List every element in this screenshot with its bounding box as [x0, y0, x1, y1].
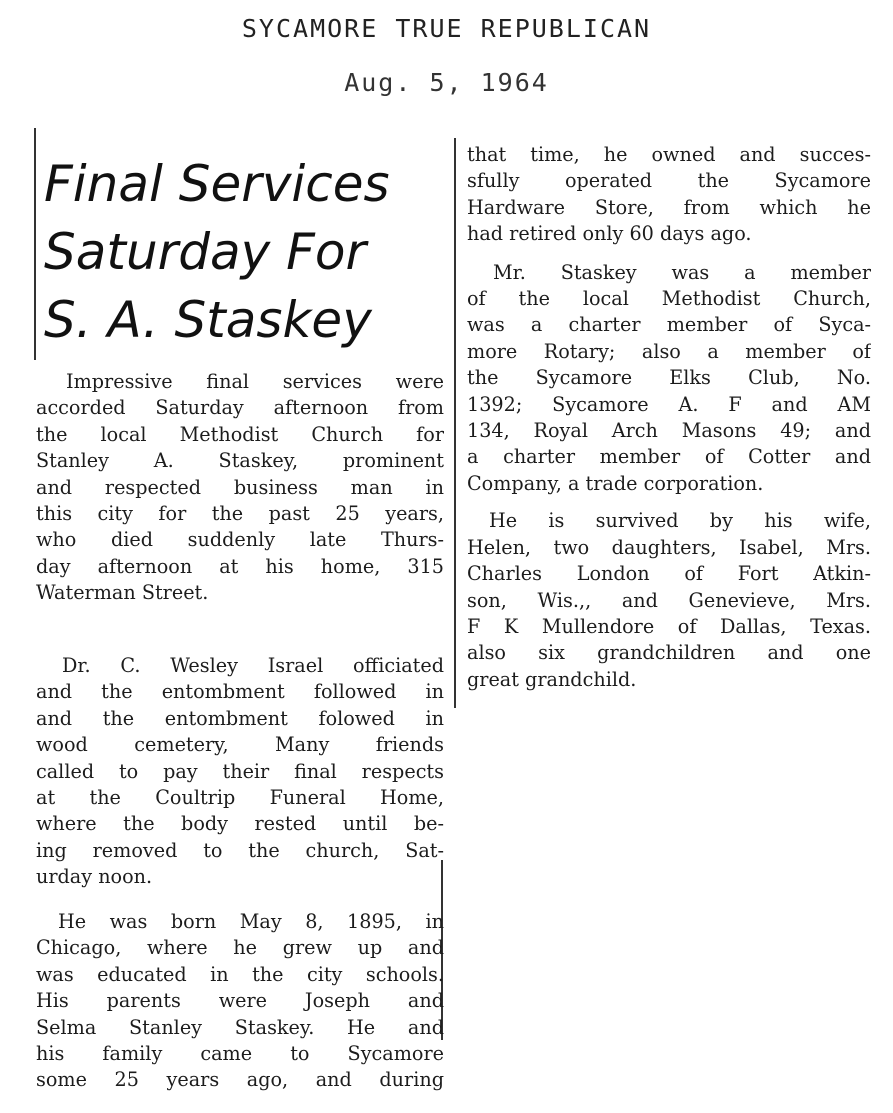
- text-line: He is survived by his wife,: [489, 509, 871, 533]
- text-line: 134, Royal Arch Masons 49; and: [467, 419, 871, 443]
- text-line: Charles London of Fort Atkin-: [467, 562, 871, 586]
- column-right: [467, 142, 871, 693]
- text-line: who died suddenly late Thurs-: [36, 528, 444, 552]
- text-line: had retired only 60 days ago.: [467, 222, 752, 246]
- newspaper-name: SYCAMORE TRUE REPUBLICAN: [241, 14, 652, 43]
- paragraph-entombment: [36, 653, 444, 891]
- text-line: urday noon.: [36, 865, 153, 889]
- text-line: great grandchild.: [467, 667, 637, 691]
- text-line: that time, he owned and succes-: [467, 143, 871, 166]
- headline-line: Final Services: [44, 155, 390, 213]
- text-line: sfully operated the Sycamore: [467, 169, 871, 193]
- text-line: some 25 years ago, and during: [36, 1068, 444, 1092]
- paragraph-hardware-store: [467, 142, 871, 248]
- text-line: accorded Saturday afternoon from: [36, 396, 444, 420]
- text-line: Chicago, where he grew up and: [36, 936, 444, 960]
- text-line: and the entombment folowed in: [36, 706, 444, 730]
- text-line: a charter member of Cotter and: [467, 445, 871, 469]
- text-line: the Sycamore Elks Club, No.: [467, 366, 871, 390]
- text-line: more Rotary; also a member of: [467, 339, 871, 363]
- text-line: day afternoon at his home, 315: [36, 554, 444, 578]
- text-line: son, Wis.,, and Genevieve, Mrs.: [467, 588, 871, 612]
- text-line: Dr. C. Wesley Israel officiated: [62, 654, 444, 677]
- text-line: He was born May 8, 1895, in: [58, 910, 444, 933]
- text-line: the local Methodist Church for: [36, 422, 444, 446]
- text-line: 1392; Sycamore A. F and AM: [467, 392, 871, 416]
- text-line: Impressive final services were: [66, 370, 444, 393]
- text-line: of the local Methodist Church,: [467, 287, 871, 311]
- text-line: at the Coultrip Funeral Home,: [36, 786, 444, 810]
- text-line: wood cemetery, Many friends: [36, 733, 444, 757]
- text-line: and respected business man in: [36, 475, 444, 499]
- headline-line: Saturday For: [44, 223, 366, 281]
- text-line: was a charter member of Syca-: [467, 313, 871, 337]
- text-line: Mr. Staskey was a member: [493, 260, 871, 284]
- paragraph-survivors: [467, 508, 871, 693]
- text-line: ing removed to the church, Sat-: [36, 838, 444, 862]
- column-rule-middle: [454, 138, 456, 708]
- publication-date: Aug. 5, 1964: [344, 68, 549, 97]
- text-line: Waterman Street.: [36, 581, 209, 605]
- text-line: Stanley A. Staskey, prominent: [36, 449, 444, 473]
- text-line: F K Mullendore of Dallas, Texas.: [467, 614, 871, 638]
- paragraph-services: [36, 369, 444, 607]
- text-line: his family came to Sycamore: [36, 1042, 444, 1066]
- paragraph-biography: [36, 909, 444, 1094]
- text-line: His parents were Joseph and: [36, 989, 444, 1013]
- text-line: was educated in the city schools.: [36, 962, 444, 986]
- headline: [44, 150, 444, 354]
- text-line: also six grandchildren and one: [467, 641, 871, 665]
- text-line: Hardware Store, from which he: [467, 195, 871, 219]
- headline-line: S. A. Staskey: [44, 291, 372, 349]
- text-line: and the entombment followed in: [36, 680, 444, 704]
- text-line: Company, a trade corporation.: [467, 471, 764, 495]
- text-line: Selma Stanley Staskey. He and: [36, 1015, 444, 1039]
- paragraph-memberships: [467, 260, 871, 498]
- text-line: where the body rested until be-: [36, 812, 444, 836]
- column-rule-left: [34, 128, 36, 360]
- text-line: this city for the past 25 years,: [36, 502, 444, 526]
- text-line: Helen, two daughters, Isabel, Mrs.: [467, 535, 871, 559]
- text-line: called to pay their final respects: [36, 759, 444, 783]
